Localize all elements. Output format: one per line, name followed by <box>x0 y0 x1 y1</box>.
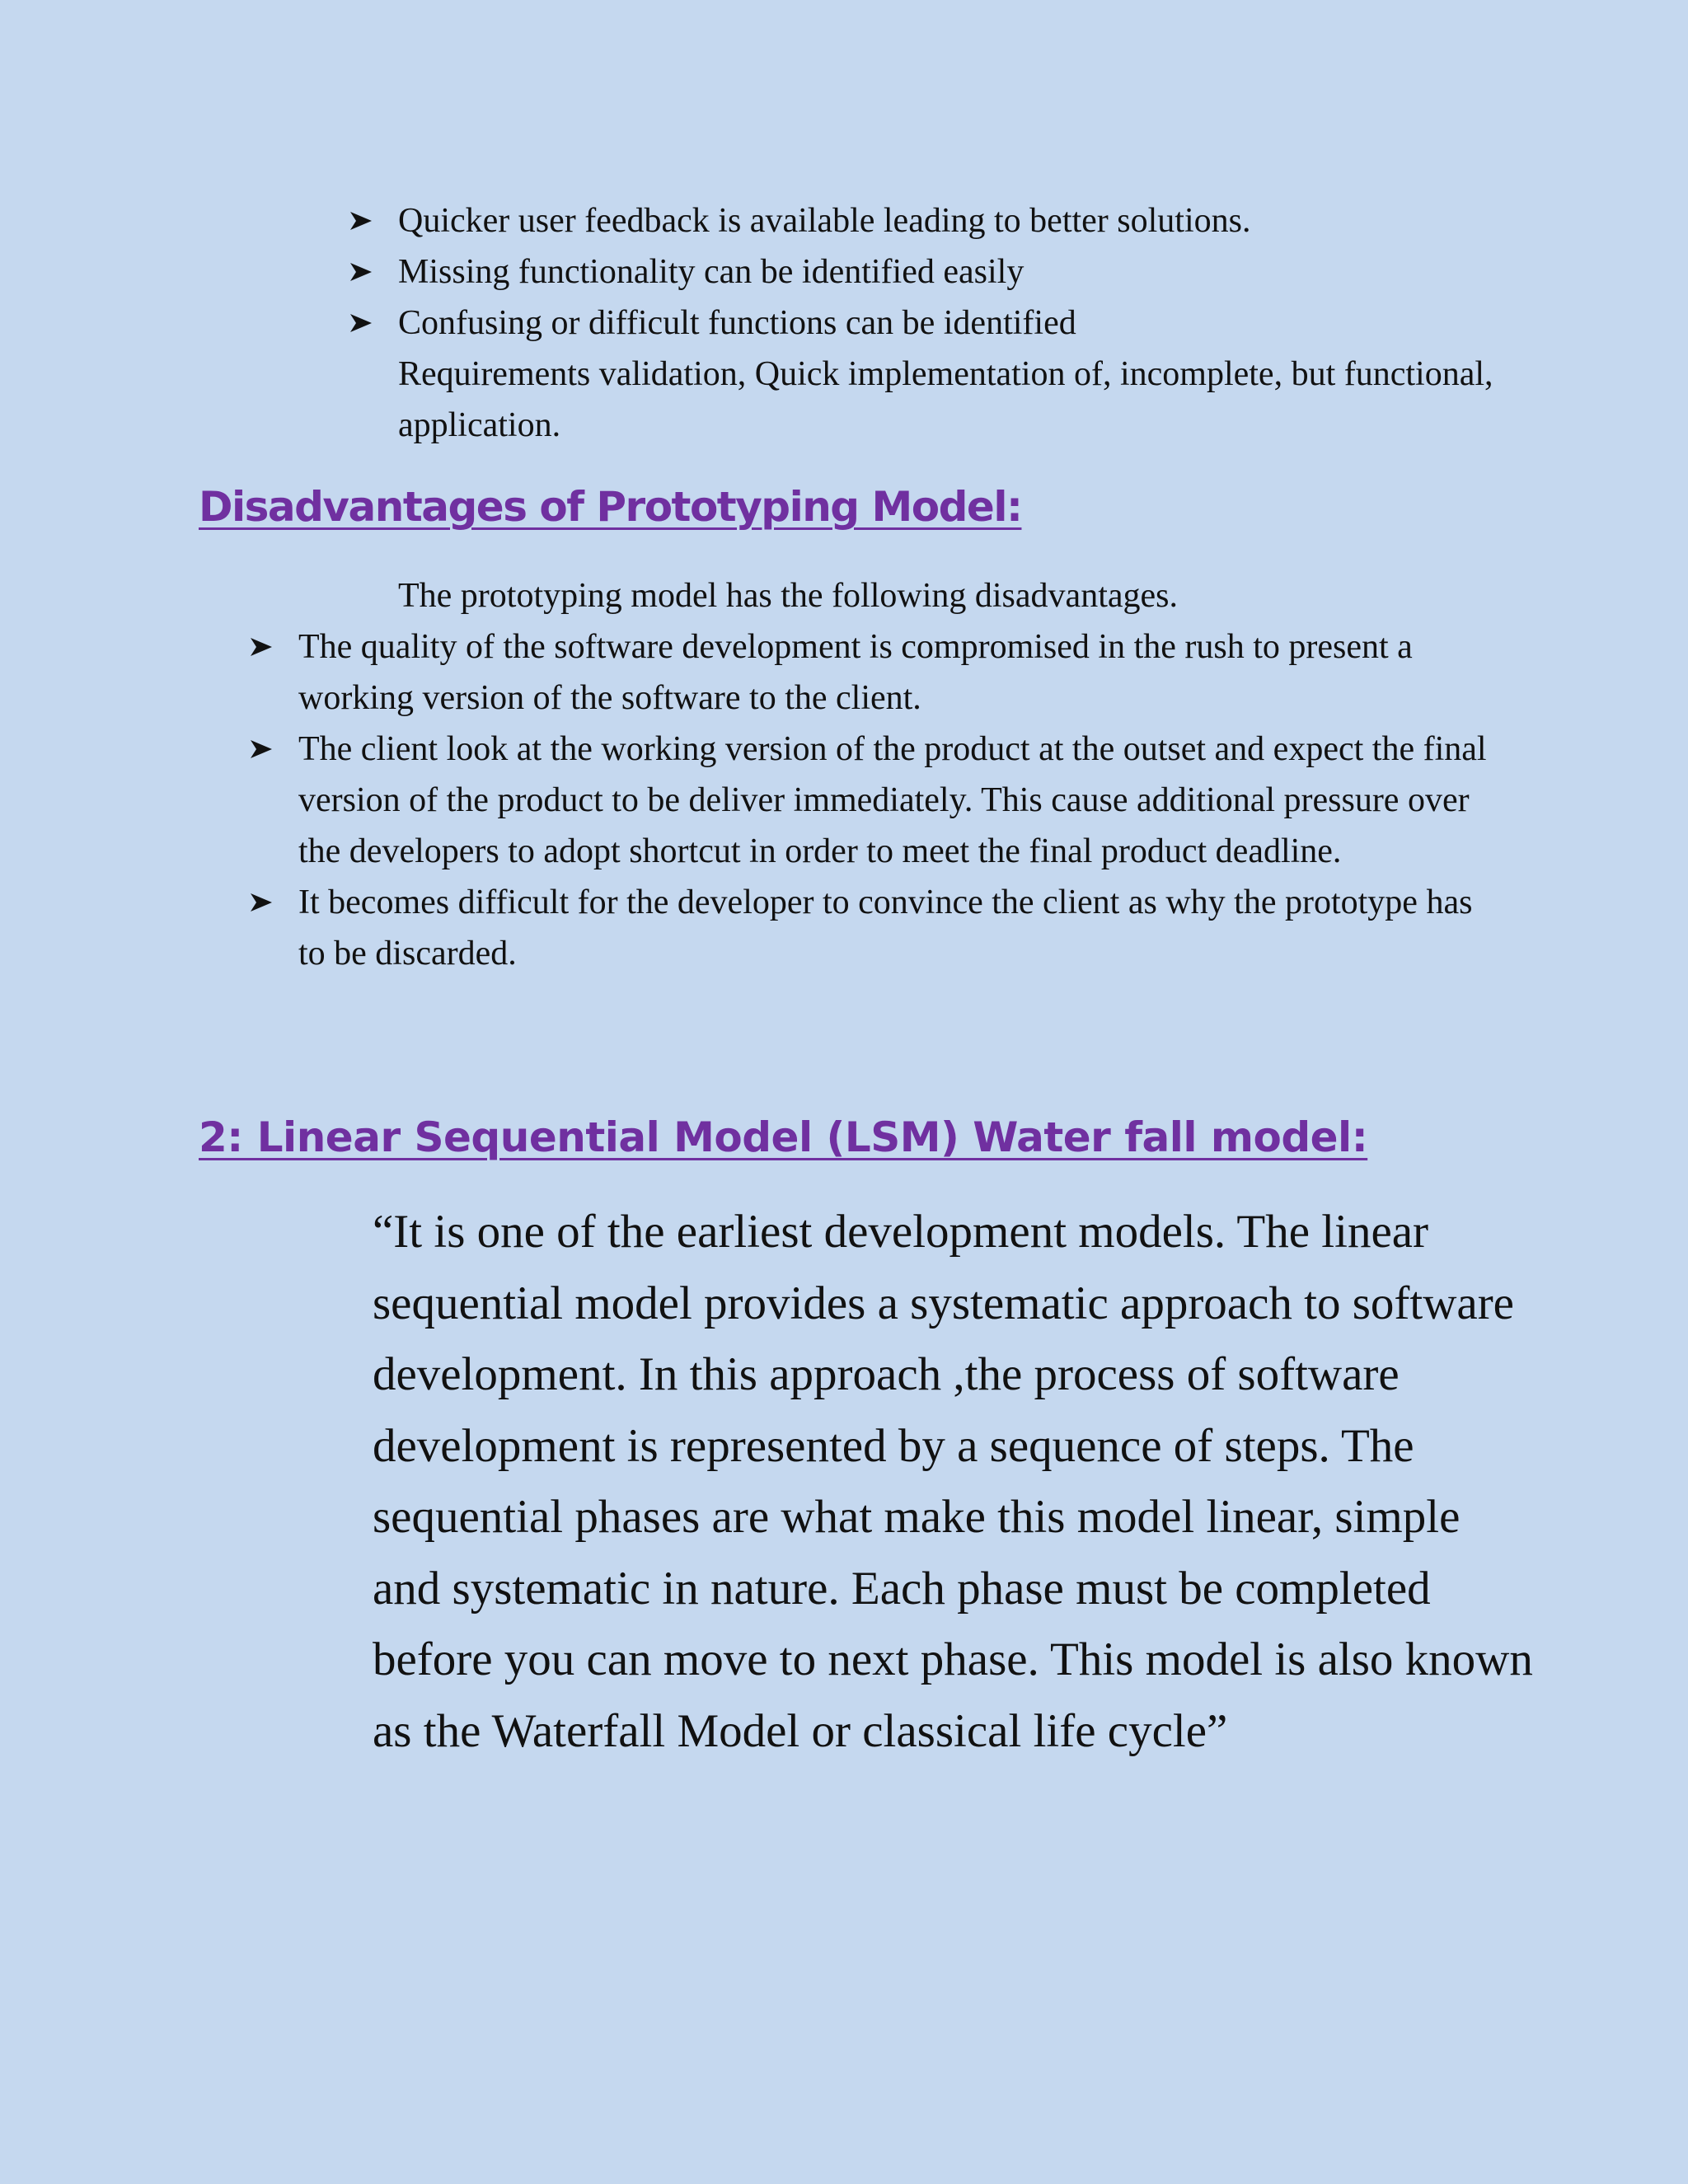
list-continuation-text: Requirements validation, Quick implementation of, incomplete, but functional, application. <box>398 355 1493 444</box>
section-heading-disadvantages: Disadvantages of Prototyping Model: <box>199 483 1022 531</box>
list-item-text: Quicker user feedback is available leading to better solutions. <box>398 202 1251 240</box>
list-item <box>398 195 1519 246</box>
list-item-text: The client look at the working version of the product at the outset and expect the final version of the product to be deliver immediately. This cause additional pressure over the developers to adopt shortcut in order to meet the final product deadline. <box>298 730 1487 870</box>
list-item <box>398 246 1519 298</box>
list-item <box>298 724 1502 877</box>
advantages-bullet-list <box>398 195 1519 451</box>
list-item <box>298 621 1502 724</box>
disadvantages-intro: The prototyping model has the following disadvantages. <box>398 577 1178 615</box>
arrowhead-bullet-icon <box>247 877 275 928</box>
disadvantages-bullet-list <box>298 621 1502 979</box>
list-item-text: Confusing or difficult functions can be identified <box>398 304 1076 342</box>
list-item-text: The quality of the software development is compromised in the rush to present a working version of the software to the client. <box>298 628 1413 717</box>
arrowhead-bullet-icon <box>247 621 275 673</box>
list-item-text: It becomes difficult for the developer to convince the client as why the prototype has to be discarded. <box>298 883 1473 972</box>
section-heading-lsm: 2: Linear Sequential Model (LSM) Water fall model: <box>199 1113 1368 1161</box>
arrowhead-bullet-icon <box>347 298 375 349</box>
arrowhead-bullet-icon <box>347 246 375 298</box>
list-item <box>398 298 1519 349</box>
arrowhead-bullet-icon <box>347 195 375 246</box>
list-item <box>298 877 1502 979</box>
arrowhead-bullet-icon <box>247 724 275 775</box>
lsm-definition-quote: “It is one of the earliest development models. The linear sequential model provides a systematic approach to software development. In this approach ,the process of software development is represented by a sequence of steps. The sequential phases are what make this model linear, simple and systematic in nature. Each phase must be completed before you can move to next phase. This model is also known as the Waterfall Model or classical life cycle” <box>373 1206 1533 1757</box>
list-item-text: Missing functionality can be identified easily <box>398 253 1025 291</box>
